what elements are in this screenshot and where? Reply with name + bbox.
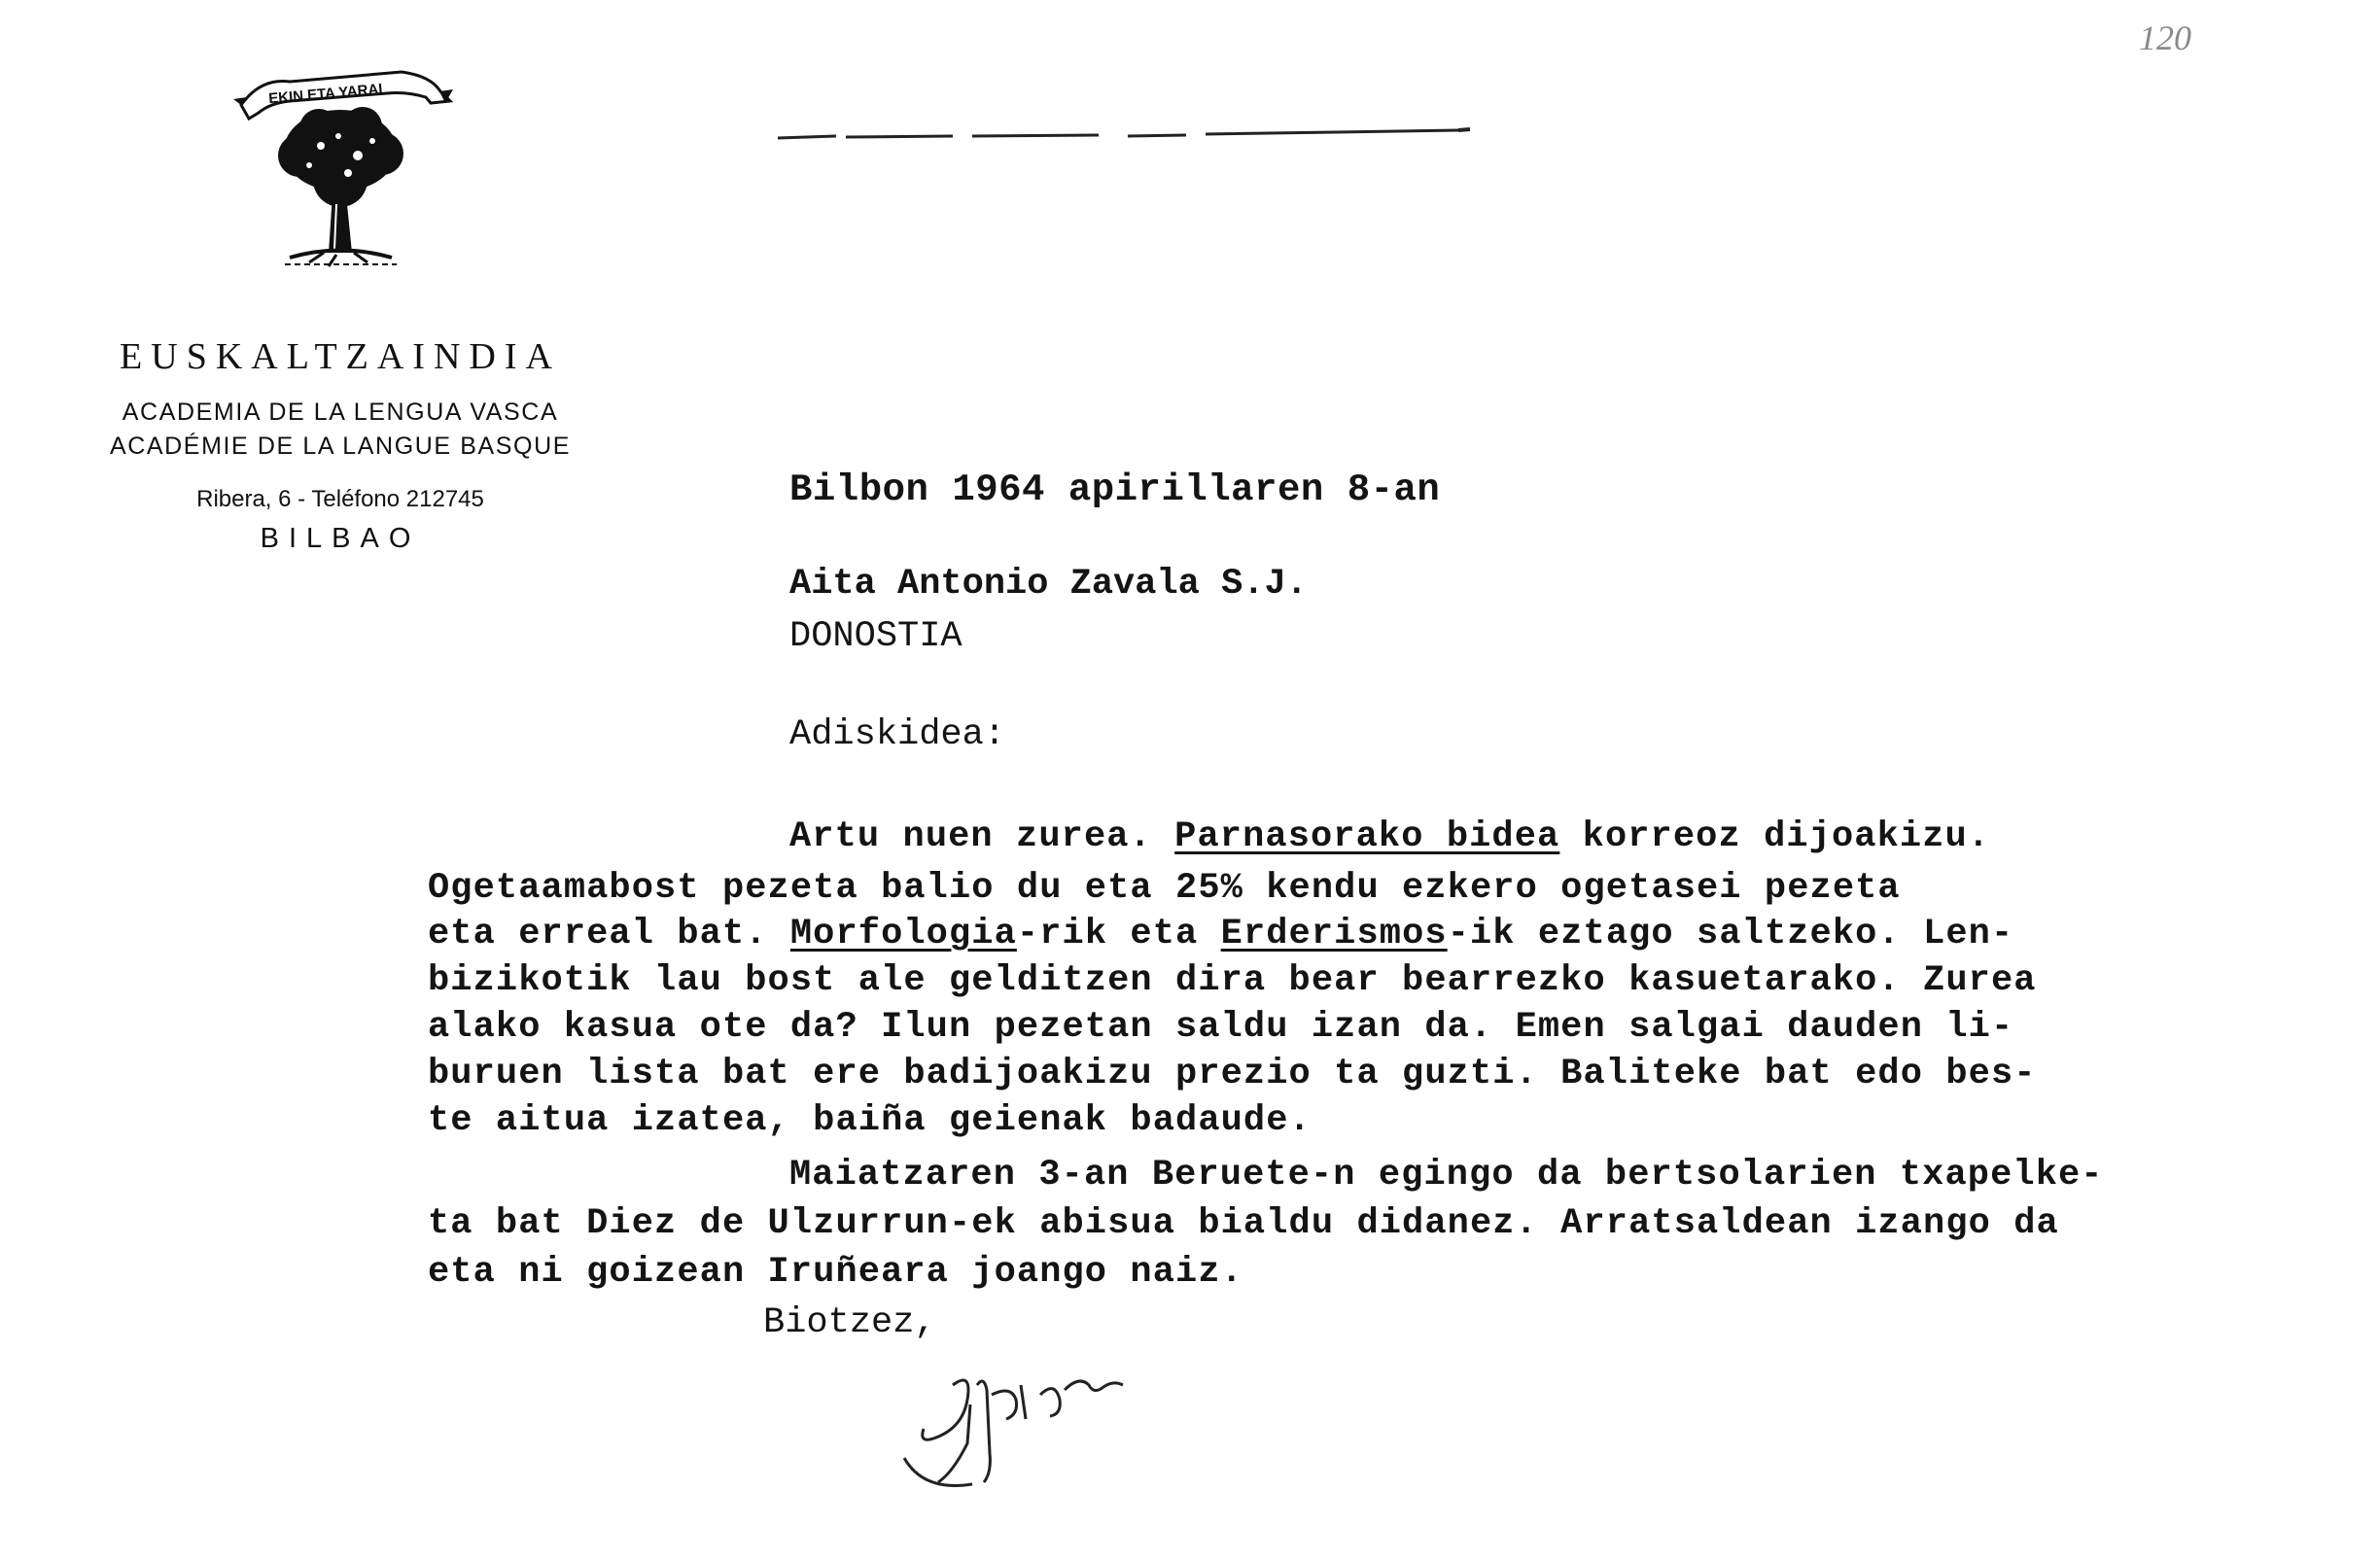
page-number-mark: 120 (2139, 18, 2191, 57)
text-run: eta ni goizean Iruñeara joango naiz. (428, 1252, 1243, 1293)
organization-name: EUSKALTZAINDIA (120, 336, 561, 377)
recipient-name: Aita Antonio Zavala S.J. (789, 564, 1308, 605)
handwritten-signature-icon (894, 1346, 1206, 1502)
letter-date: Bilbon 1964 apirillaren 8-an (789, 468, 1441, 511)
body-line-7 (428, 1100, 1312, 1141)
underlined-title: Erderismos (1220, 914, 1448, 954)
text-run: -ik eztago saltzeko. Len- (1447, 914, 2014, 954)
body-line-2 (428, 868, 1901, 909)
text-run: te aitua izatea, baiña geienak badaude. (428, 1100, 1312, 1141)
organization-address: Ribera, 6 - Teléfono 212745 (196, 486, 484, 512)
body-line-1 (789, 816, 1990, 857)
salutation: Adiskidea: (789, 714, 1006, 755)
body-line-4 (428, 960, 2037, 1001)
organization-subtitle-es: ACADEMIA DE LA LENGUA VASCA (122, 399, 559, 426)
organization-city: BILBAO (260, 523, 421, 554)
motto-text: EKIN ETA YARAI (267, 81, 384, 108)
recipient-city: DONOSTIA (789, 616, 962, 657)
body-line-3 (428, 914, 2013, 954)
underlined-title: Parnasorako bidea (1174, 816, 1560, 857)
body-line-5 (428, 1007, 2013, 1048)
oak-tree-emblem-icon (231, 58, 455, 282)
text-run: alako kasua ote da? Ilun pezetan saldu izan da. Emen salgai dauden li- (428, 1007, 2014, 1048)
body-line-8 (789, 1155, 2104, 1196)
text-run: korreoz dijoakizu. (1559, 816, 1991, 857)
text-run: Maiatzaren 3-an Beruete-n egingo da bertsolarien txapelke- (789, 1155, 2104, 1196)
text-run: Artu nuen zurea. (789, 816, 1175, 857)
underlined-title: Morfologia (789, 914, 1017, 954)
closing: Biotzez, (763, 1302, 936, 1343)
text-run: bizikotik lau bost ale gelditzen dira bear bearrezko kasuetarako. Zurea (428, 960, 2037, 1001)
text-run: ta bat Diez de Ulzurrun-ek abisua bialdu didanez. Arratsaldean izango da (428, 1203, 2059, 1244)
body-line-10 (428, 1252, 1243, 1293)
scan-rule-line (778, 124, 1488, 144)
body-line-6 (428, 1054, 2037, 1094)
body-line-9 (428, 1203, 2059, 1244)
text-run: buruen lista bat ere badijoakizu prezio ta guzti. Baliteke bat edo bes- (428, 1054, 2037, 1094)
text-run: Ogetaamabost pezeta balio du eta 25% kendu ezkero ogetasei pezeta (428, 868, 1901, 909)
organization-subtitle-fr: ACADÉMIE DE LA LANGUE BASQUE (109, 433, 572, 460)
text-run: eta erreal bat. (428, 914, 790, 954)
text-run: -rik eta (1016, 914, 1221, 954)
